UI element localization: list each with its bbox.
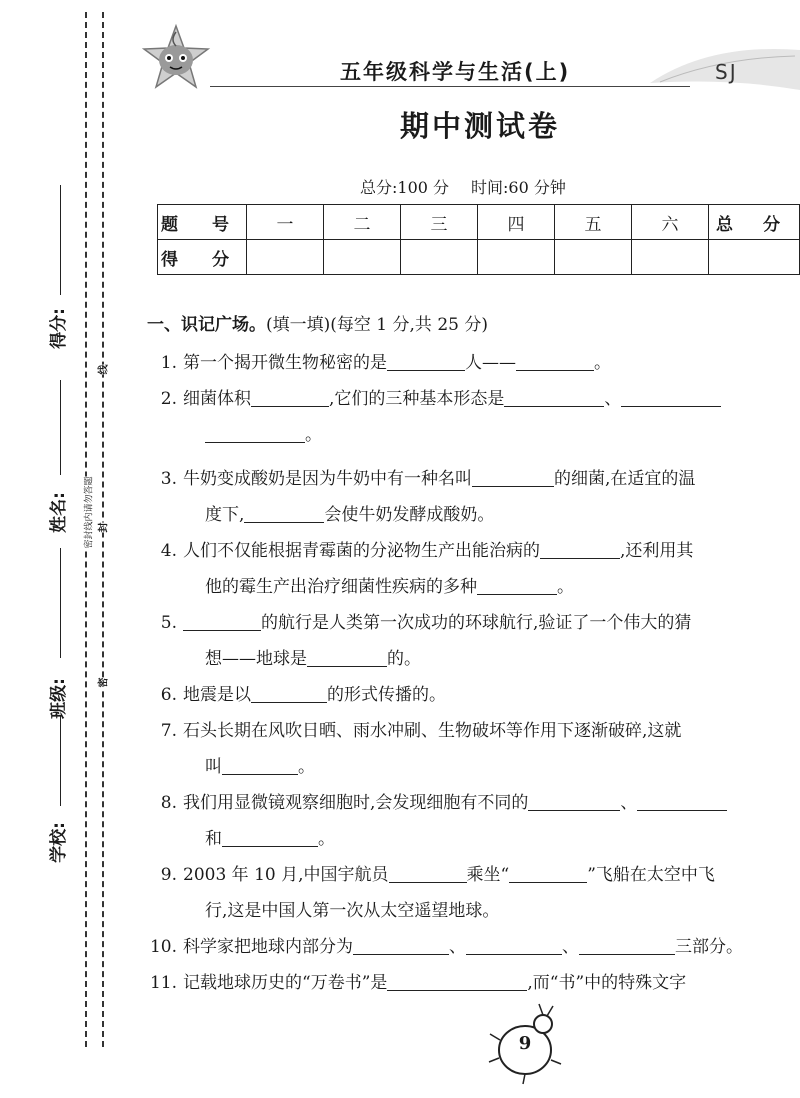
answer-blank[interactable] bbox=[637, 792, 727, 811]
score-cell[interactable] bbox=[324, 240, 401, 275]
answer-blank[interactable] bbox=[205, 424, 305, 443]
score-row-header: 得 分 bbox=[158, 240, 247, 275]
score-cell[interactable] bbox=[401, 240, 478, 275]
table-row bbox=[158, 205, 800, 240]
name-label: 姓名: bbox=[48, 492, 69, 533]
answer-blank[interactable] bbox=[477, 576, 557, 595]
answer-blank[interactable] bbox=[621, 388, 721, 407]
answer-blank[interactable] bbox=[516, 352, 594, 371]
question-7: 7. 石头长期在风吹日晒、雨水冲刷、生物破坏等作用下逐渐破碎,这就 叫 。 bbox=[160, 721, 682, 777]
answer-blank[interactable] bbox=[251, 684, 327, 703]
column-header: 五 bbox=[555, 205, 632, 240]
exam-meta bbox=[360, 175, 566, 198]
section-one bbox=[147, 310, 800, 1001]
score-table bbox=[157, 204, 800, 275]
series-code: SJ bbox=[715, 60, 738, 84]
answer-blank[interactable] bbox=[251, 388, 329, 407]
score-cell[interactable] bbox=[632, 240, 709, 275]
section-heading bbox=[147, 310, 800, 335]
class-write-line[interactable] bbox=[60, 548, 61, 658]
time-limit-text: 时间:60 分钟 bbox=[471, 178, 566, 197]
answer-blank[interactable] bbox=[472, 468, 554, 487]
answer-blank[interactable] bbox=[183, 612, 261, 631]
score-cell[interactable] bbox=[478, 240, 555, 275]
column-header: 六 bbox=[632, 205, 709, 240]
score-write-line[interactable] bbox=[60, 185, 61, 295]
question-4: 4. 人们不仅能根据青霉菌的分泌物生产出能治病的 ,还利用其 他的霉生产出治疗细菌性疾病的多种 。 bbox=[160, 541, 694, 597]
total-score-text: 总分:100 分 bbox=[360, 178, 450, 197]
header-rule bbox=[210, 86, 690, 87]
question-2: 2. 细菌体积 ,它们的三种基本形态是 、 。 bbox=[147, 381, 800, 453]
seal-char-secret: 密 bbox=[95, 678, 110, 688]
answer-blank[interactable] bbox=[509, 864, 587, 883]
column-header: 三 bbox=[401, 205, 478, 240]
question-10: 10. 科学家把地球内部分为 、 、 三部分。 bbox=[149, 937, 743, 957]
name-write-line[interactable] bbox=[60, 380, 61, 475]
question-number-header: 题 号 bbox=[158, 205, 247, 240]
school-write-line[interactable] bbox=[60, 716, 61, 806]
section-title: 一、识记广场。 bbox=[147, 315, 266, 335]
question-6: 6. 地震是以 的形式传播的。 bbox=[160, 685, 446, 705]
answer-blank[interactable] bbox=[579, 936, 675, 955]
score-cell[interactable] bbox=[247, 240, 324, 275]
answer-blank[interactable] bbox=[244, 504, 324, 523]
answer-blank[interactable] bbox=[528, 792, 620, 811]
column-header: 一 bbox=[247, 205, 324, 240]
book-title: 五年级科学与生活(上) bbox=[340, 60, 571, 84]
column-header: 二 bbox=[324, 205, 401, 240]
table-row bbox=[158, 240, 800, 275]
seal-char-seal: 封 bbox=[95, 523, 110, 533]
score-cell[interactable] bbox=[555, 240, 632, 275]
total-header: 总 分 bbox=[709, 205, 800, 240]
question-8: 8. 我们用显微镜观察细胞时,会发现细胞有不同的 、 和 。 bbox=[147, 785, 800, 857]
answer-blank[interactable] bbox=[222, 828, 318, 847]
star-mascot-icon bbox=[140, 22, 212, 94]
answer-blank[interactable] bbox=[353, 936, 449, 955]
question-9: 9. 2003 年 10 月,中国宇航员 乘坐“ ”飞船在太空中飞 行,这是中国人第一次从太空遥望地球。 bbox=[160, 865, 715, 921]
answer-blank[interactable] bbox=[504, 388, 604, 407]
answer-blank[interactable] bbox=[387, 972, 527, 991]
question-3: 3. 牛奶变成酸奶是因为牛奶中有一种名叫 的细菌,在适宜的温 度下, 会使牛奶发酵成酸奶。 bbox=[160, 469, 696, 525]
question-5: 5. 的航行是人类第一次成功的环球航行,验证了一个伟大的猜 想——地球是 的。 bbox=[160, 613, 692, 669]
answer-blank[interactable] bbox=[222, 756, 298, 775]
seal-char-line: 线 bbox=[95, 365, 110, 375]
page-number: 9 bbox=[518, 1033, 532, 1054]
section-note: (填一填)(每空 1 分,共 25 分) bbox=[266, 315, 488, 335]
answer-blank[interactable] bbox=[307, 648, 387, 667]
answer-blank[interactable] bbox=[540, 540, 620, 559]
answer-blank[interactable] bbox=[389, 864, 467, 883]
question-1: 1. 第一个揭开微生物秘密的是 人—— 。 bbox=[160, 353, 611, 373]
column-header: 四 bbox=[478, 205, 555, 240]
school-label: 学校: bbox=[48, 822, 69, 863]
answer-blank[interactable] bbox=[387, 352, 465, 371]
exam-title: 期中测试卷 bbox=[399, 109, 560, 143]
total-score-cell[interactable] bbox=[709, 240, 800, 275]
score-label: 得分: bbox=[48, 308, 69, 349]
seal-note: 密封线内请勿答题 bbox=[82, 476, 95, 548]
class-label: 班级: bbox=[48, 678, 69, 719]
binding-margin bbox=[0, 0, 140, 1098]
question-11: 11. 记载地球历史的“万卷书”是 ,而“书”中的特殊文字 bbox=[149, 973, 687, 993]
answer-blank[interactable] bbox=[466, 936, 562, 955]
